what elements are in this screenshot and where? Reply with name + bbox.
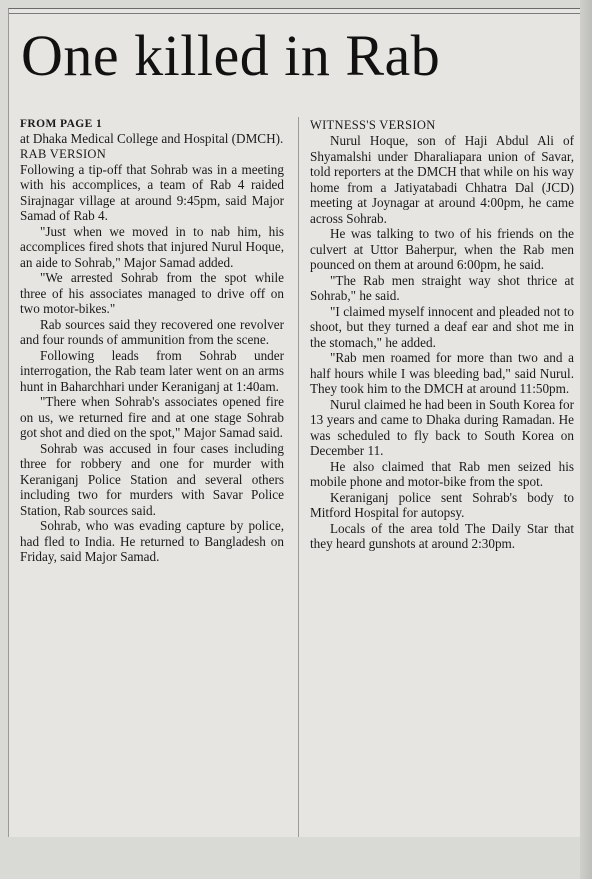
witness-version-heading: WITNESS'S VERSION xyxy=(310,118,436,132)
left-column xyxy=(20,118,284,565)
paragraph: "The Rab men straight way shot thrice at Sohrab," he said. xyxy=(310,272,574,303)
newspaper-clipping xyxy=(8,8,582,837)
intro-paragraph: at Dhaka Medical College and Hospital (DMCH). xyxy=(20,131,284,146)
right-column xyxy=(310,118,574,552)
column-divider xyxy=(298,117,299,837)
paragraph: Nurul claimed he had been in South Korea for 13 years and came to Dhaka during Ramadan. He was scheduled to fly back to South Korea on December 11. xyxy=(310,396,574,458)
paragraph: Locals of the area told The Daily Star that they heard gunshots at around 2:30pm. xyxy=(310,520,574,551)
paragraph: "We arrested Sohrab from the spot while three of his associates managed to drive off on two motor-bikes." xyxy=(20,270,284,316)
page-edge xyxy=(580,0,592,879)
paragraph: He was talking to two of his friends on the culvert at Uttor Baherpur, when the Rab men pounced on them at around 6:00pm, he said. xyxy=(310,226,574,272)
paragraph: Rab sources said they recovered one revolver and four rounds of ammunition from the scene. xyxy=(20,316,284,347)
paragraph: "There when Sohrab's associates opened fire on us, we returned fire and at one stage Sohrab got shot and died on the spot," Major Samad said. xyxy=(20,394,284,440)
continued-from-label: FROM PAGE 1 xyxy=(20,118,103,130)
paragraph: Sohrab was accused in four cases including three for robbery and one for murder with Keraniganj Police Station and several others including two for murders with Savar Police Station, Rab sources said. xyxy=(20,440,284,518)
paragraph: He also claimed that Rab men seized his mobile phone and motor-bike from the spot. xyxy=(310,458,574,489)
paragraph: Following leads from Sohrab under interrogation, the Rab team later went on an arms hunt in Baharchhari under Keraniganj at 1:40am. xyxy=(20,347,284,394)
paragraph: Nurul Hoque, son of Haji Abdul Ali of Shyamalshi under Dharaliapara union of Savar, told reporters at the DMCH that while on his way home from a Jatiyatabadi Chhatra Dal (JCD) meeting at Joynagar at around 4:00pm, he came across Sohrab. xyxy=(310,133,574,226)
paragraph: "Rab men roamed for more than two and a half hours while I was bleeding bad," said Nurul. They took him to the DMCH at around 11:50pm. xyxy=(310,350,574,396)
paragraph: "I claimed myself innocent and pleaded not to shoot, but they turned a deaf ear and shot me in the stomach," he added. xyxy=(310,303,574,350)
headline: One killed in Rab xyxy=(21,23,441,88)
paragraph: Following a tip-off that Sohrab was in a meeting with his accomplices, a team of Rab 4 raided Sirajnagar village at around 9:45pm, said Major Samad of Rab 4. xyxy=(20,161,284,223)
paragraph: "Just when we moved in to nab him, his accomplices fired shots that injured Nurul Hoque, an aide to Sohrab," Major Samad added. xyxy=(20,223,284,270)
rab-version-heading: RAB VERSION xyxy=(20,146,107,161)
paragraph: Keraniganj police sent Sohrab's body to Mitford Hospital for autopsy. xyxy=(310,489,574,520)
paragraph: Sohrab, who was evading capture by police, had fled to India. He returned to Bangladesh on Friday, said Major Samad. xyxy=(20,518,284,564)
